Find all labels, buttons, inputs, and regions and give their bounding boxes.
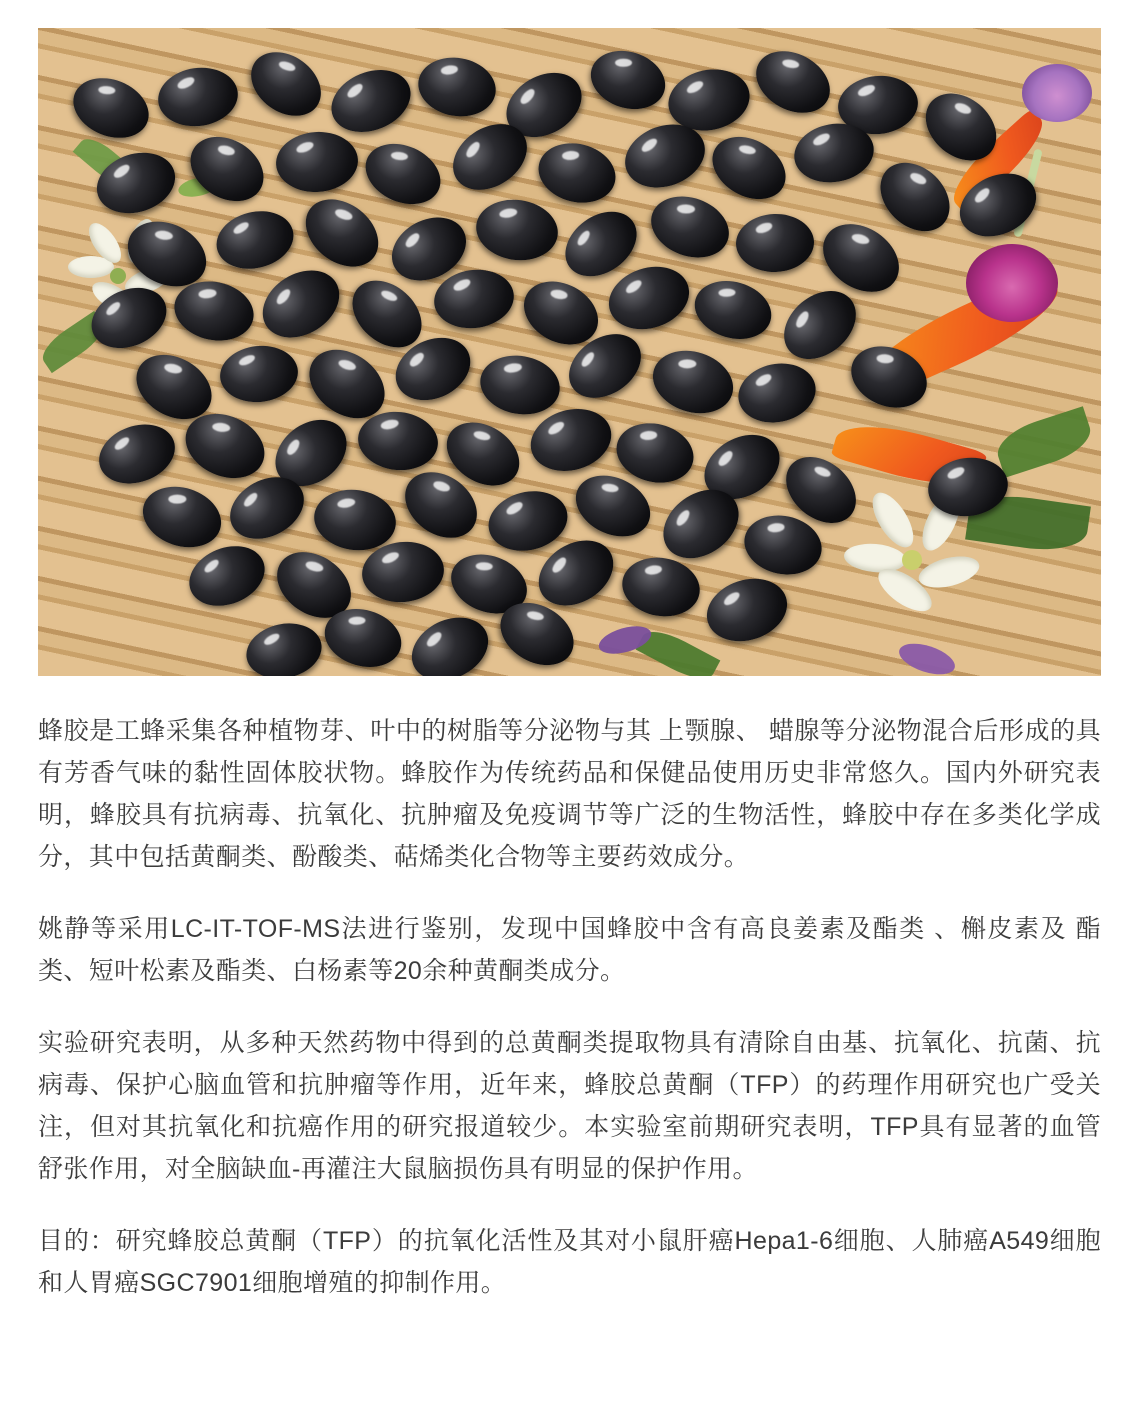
article-body xyxy=(38,676,1101,1304)
paragraph-2: 姚静等采用LC-IT-TOF-MS法进行鉴别，发现中国蜂胶中含有高良姜素及酯类 、槲皮素及 酯类、短叶松素及酯类、白杨素等20余种黄酮类成分。 xyxy=(38,915,1101,985)
hero-image xyxy=(38,28,1101,676)
paragraph-1: 蜂胶是工蜂采集各种植物芽、叶中的树脂等分泌物与其 上颚腺、 蜡腺等分泌物混合后形成的具有芳香气味的黏性固体胶状物。蜂胶作为传统药品和保健品使用历史非常悠久。国内外研究表明，蜂胶具有抗病毒、抗氧化、抗肿瘤及免疫调节等广泛的生物活性，蜂胶中存在多类化学成分，其中包括黄酮类、酚酸类、萜烯类化合物等主要药效成分。 xyxy=(38,717,1101,871)
capsule-pile xyxy=(38,28,1101,676)
paragraph-3: 实验研究表明，从多种天然药物中得到的总黄酮类提取物具有清除自由基、抗氧化、抗菌、抗病毒、保护心脑血管和抗肿瘤等作用，近年来，蜂胶总黄酮（TFP）的药理作用研究也广受关注，但对其抗氧化和抗癌作用的研究报道较少。本实验室前期研究表明，TFP具有显著的血管舒张作用，对全脑缺血-再灌注大鼠脑损伤具有明显的保护作用。 xyxy=(38,1029,1101,1183)
paragraph-4: 目的：研究蜂胶总黄酮（TFP）的抗氧化活性及其对小鼠肝癌Hepa1-6细胞、人肺癌A549细胞和人胃癌SGC7901细胞增殖的抑制作用。 xyxy=(38,1227,1101,1297)
